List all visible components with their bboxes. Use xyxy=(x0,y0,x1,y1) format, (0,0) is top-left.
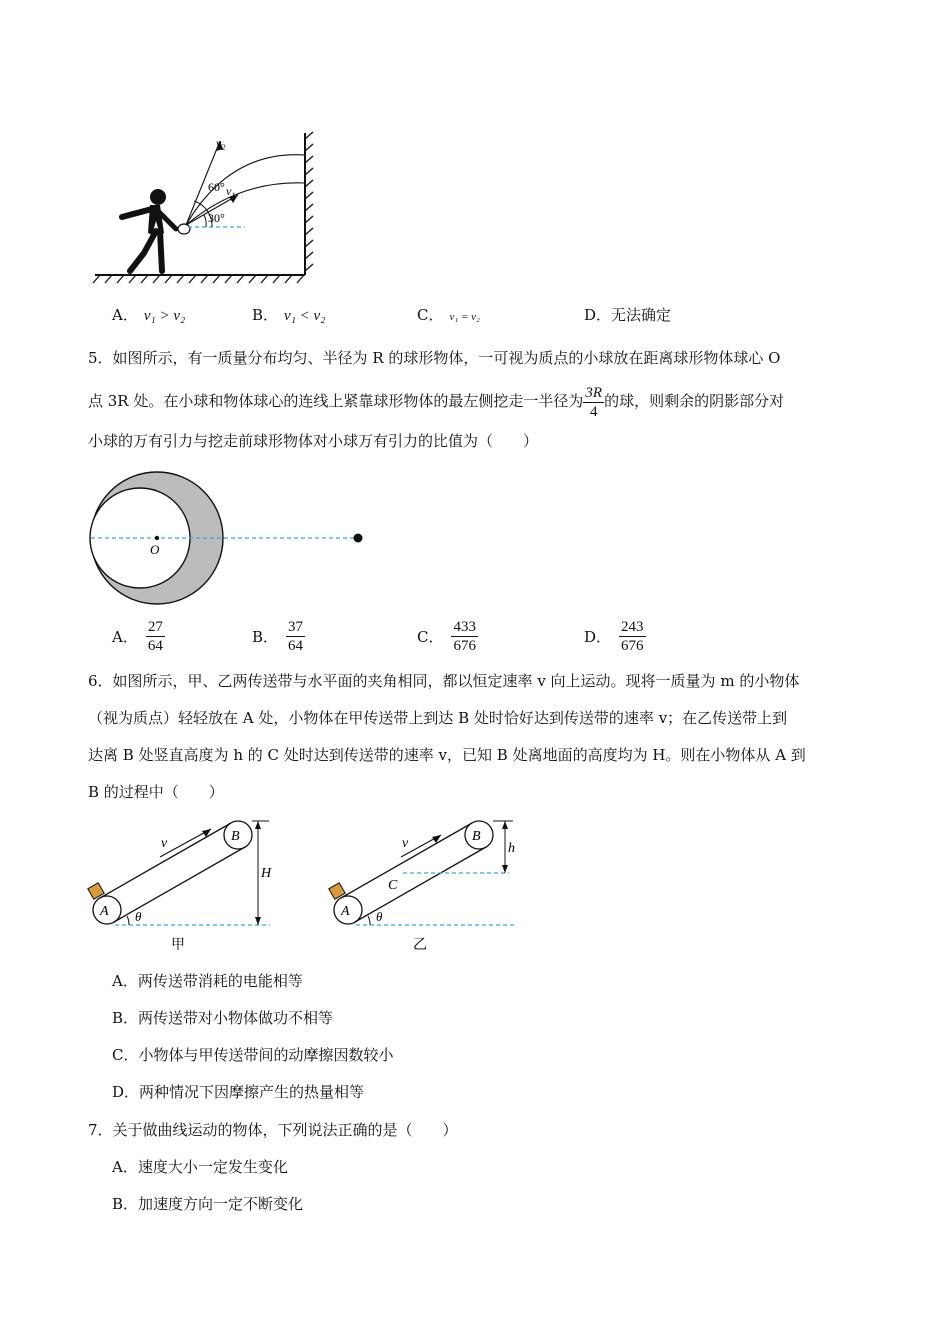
jia-caption: 甲 xyxy=(171,938,185,953)
yi-label-a: A xyxy=(341,904,350,919)
jia-label-v: v xyxy=(161,836,168,851)
yi-caption: 乙 xyxy=(413,938,427,953)
q6-stem: 6．如图所示，甲、乙两传送带与水平面的夹角相同，都以恒定速率 v 向上运动。现将一质量为 m 的小物体 （视为质点）轻轻放在 A 处，小物体在甲传送带上到达 B 处时恰好达到传送带的速率 v；在乙传送带上到 达离 B 处竖直高度为 h 的 C 处时达到传送带的速率 v，已知 B 处离地面的高度均为 H。则在小物体从 A 到 B 的过程中（ ） xyxy=(88,672,806,801)
yi-label-theta: θ xyxy=(376,909,383,924)
jia-label-a: A xyxy=(100,904,109,919)
v2-label: $v_2$ xyxy=(216,136,226,152)
yi-label-c: C xyxy=(388,878,398,893)
q4-option-d: D．无法确定 xyxy=(584,306,672,324)
q4-figure xyxy=(90,125,330,285)
q5-option-d: D． $\frac{243}{676}$ xyxy=(584,619,644,654)
q5-stem: 5．如图所示，有一质量分布均匀、半径为 R 的球形物体，一可视为质点的小球放在距离球形物体球心 O 点 3R 处。在小球和物体球心的连线上紧靠球形物体的最左侧挖走一半径为 $\frac{3R}{4}$ 的球，则剩余的阴影部分对 小球的万有引力与挖走前球形物体对小球万有引力的比值为（ ） xyxy=(88,349,785,450)
yi-label-h-small: h xyxy=(508,841,515,856)
q6-figure xyxy=(85,815,535,960)
angle30-label: 30° xyxy=(208,211,225,225)
q5-option-b: B． $\frac{37}{64}$ xyxy=(252,619,304,654)
q5-option-a: A． $\frac{27}{64}$ xyxy=(112,619,163,654)
q7-option-a: A．速度大小一定发生变化 xyxy=(112,1158,288,1176)
v1-label: $v_1$ xyxy=(226,184,236,200)
conveyor-jia xyxy=(88,821,272,953)
jia-label-theta: θ xyxy=(135,909,142,924)
q4-option-c: C． v₁ = v₂ xyxy=(417,306,480,324)
jia-label-b: B xyxy=(231,829,240,844)
q7-option-b: B．加速度方向一定不断变化 xyxy=(112,1195,304,1213)
q5-radius-fraction: $\frac{3R}{4}$ xyxy=(585,384,603,420)
jia-label-h-big: H xyxy=(261,866,272,881)
q4-option-b: B． v₁ < v₂ xyxy=(252,306,326,324)
q5-figure xyxy=(85,470,375,610)
person-silhouette xyxy=(122,189,176,271)
q6-option-d: D．两种情况下因摩擦产生的热量相等 xyxy=(112,1083,365,1101)
conveyor-yi xyxy=(329,821,515,953)
q4-option-a: A． v₁ > v₂ xyxy=(112,306,186,324)
yi-label-b: B xyxy=(472,829,481,844)
yi-label-v: v xyxy=(402,836,409,851)
q6-option-a: A．两传送带消耗的电能相等 xyxy=(112,972,303,990)
q5-option-c: C． $\frac{433}{676}$ xyxy=(417,619,476,654)
q6-option-c: C．小物体与甲传送带间的动摩擦因数较小 xyxy=(112,1046,394,1064)
angle60-label: 60° xyxy=(208,180,225,194)
q6-option-b: B．两传送带对小物体做功不相等 xyxy=(112,1009,334,1027)
center-o-label: O xyxy=(150,542,160,557)
q7-stem: 7．关于做曲线运动的物体，下列说法正确的是（ ） xyxy=(88,1121,458,1139)
